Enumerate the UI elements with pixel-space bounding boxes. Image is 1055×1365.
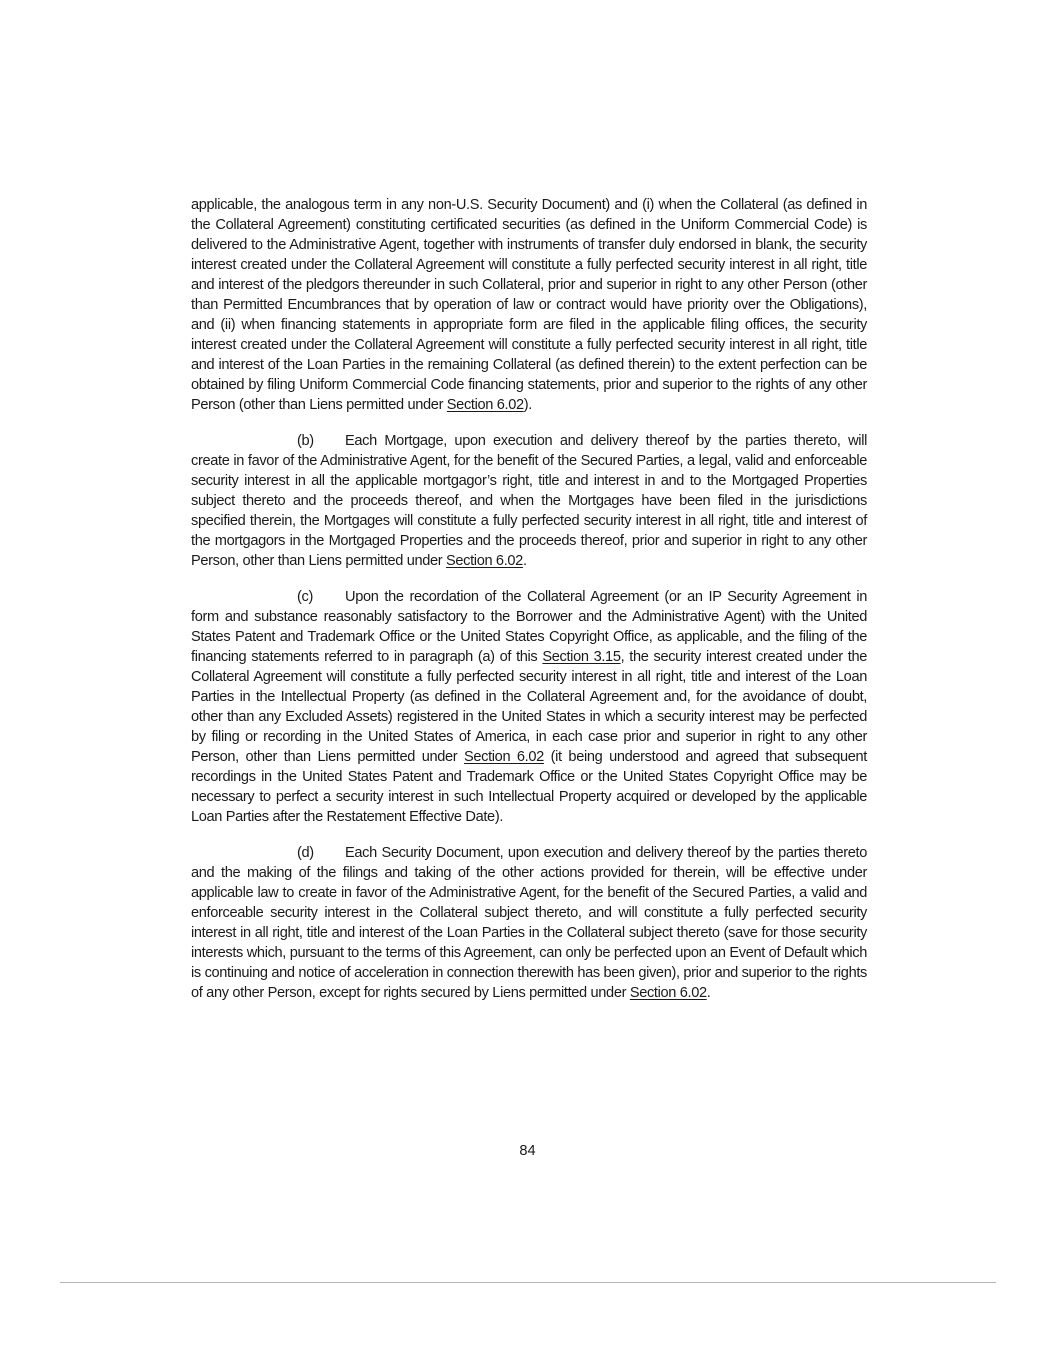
page-number: 84 bbox=[519, 1143, 536, 1159]
paragraph-text: Each Mortgage, upon execution and delivery thereof by the parties thereto, will create in favor of the Administrative Agent, for the benefit of the Secured Parties, a legal, valid and enforceable security interest in all the applicable mortgagor’s right, title and interest in and to the Mortgaged Properties subject thereto and the proceeds thereof, and when the Mortgages have been filed in the jurisdictions specified therein, the Mortgages will constitute a fully perfected security interest in all right, title and interest of the mortgagors in the Mortgaged Properties and the proceeds thereof, prior and superior in right to any other Person, other than Liens permitted under bbox=[191, 433, 867, 569]
paragraph-label: (c) bbox=[297, 589, 313, 605]
paragraph-text: , the security interest created under the Collateral Agreement will constitute a fully perfected security interest in all right, title and interest of the Loan Parties in the Intellectual Property (as defined in the Collateral Agreement and, for the avoidance of doubt, other than any Excluded Assets) registered in the United States in which a security interest may be perfected by filing or recording in the United States of America, in each case prior and superior in right to any other Person, other than Liens permitted under bbox=[191, 649, 868, 765]
paragraph-text: ). bbox=[523, 397, 532, 413]
paragraph-text: Upon the recordation of the Collateral Agreement (or an IP Security Agreement in form and substance reasonably satisfactory to the Borrower and the Administrative Agent) with the United States Patent and Trademark Office or the United States Copyright Office, as applicable, and the filing of the financing statements referred to in paragraph (a) of this bbox=[191, 589, 867, 665]
paragraph-label: (b) bbox=[297, 433, 314, 449]
section-reference-link[interactable]: Section 6.02 bbox=[629, 985, 707, 1001]
paragraph-text: Each Security Document, upon execution and delivery thereof by the parties thereto and the making of the filings and taking of the other actions provided for therein, will be effective under applicable law to create in favor of the Administrative Agent, for the benefit of the Secured Parties, a valid and enforceable security interest in the Collateral subject thereto, and will constitute a fully perfected security interest in all right, title and interest of the Loan Parties in the Collateral subject thereto (save for those security interests which, pursuant to the terms of this Agreement, can only be perfected upon an Event of Default which is continuing and notice of acceleration in connection therewith has been given), prior and superior to the rights of any other Person, except for rights secured by Liens permitted under bbox=[191, 845, 867, 1001]
paragraph-text: . bbox=[706, 985, 711, 1001]
paragraph bbox=[191, 587, 867, 827]
section-reference-link[interactable]: Section 3.15 bbox=[542, 649, 621, 665]
section-reference-link[interactable]: Section 6.02 bbox=[446, 397, 524, 413]
paragraph-text: . bbox=[522, 553, 527, 569]
paragraph bbox=[191, 431, 867, 571]
footer-divider bbox=[60, 1282, 996, 1283]
paragraph-text: (it being understood and agreed that subsequent recordings in the United States Patent and Trademark Office or the United States Copyright Office may be necessary to perfect a security interest in such Intellectual Property acquired or developed by the applicable Loan Parties after the Restatement Effective Date). bbox=[191, 749, 867, 825]
paragraph bbox=[191, 195, 867, 415]
document-body bbox=[191, 195, 867, 1019]
paragraph-text: applicable, the analogous term in any non-U.S. Security Document) and (i) when the Collateral (as defined in the Collateral Agreement) constituting certificated securities (as defined in the Uniform Commercial Code) is delivered to the Administrative Agent, together with instruments of transfer duly endorsed in blank, the security interest created under the Collateral Agreement will constitute a fully perfected security interest in all right, title and interest of the pledgors thereunder in such Collateral, prior and superior in right to any other Person (other than Permitted Encumbrances that by operation of law or contract would have priority over the Obligations), and (ii) when financing statements in appropriate form are filed in the applicable filing offices, the security interest created under the Collateral Agreement will constitute a fully perfected security interest in all right, title and interest of the Loan Parties in the remaining Collateral (as defined therein) to the extent perfection can be obtained by filing Uniform Commercial Code financing statements, prior and superior to the rights of any other Person (other than Liens permitted under bbox=[191, 197, 867, 413]
section-reference-link[interactable]: Section 6.02 bbox=[463, 749, 544, 765]
paragraph-label: (d) bbox=[297, 845, 314, 861]
paragraph bbox=[191, 843, 867, 1003]
section-reference-link[interactable]: Section 6.02 bbox=[446, 553, 523, 569]
